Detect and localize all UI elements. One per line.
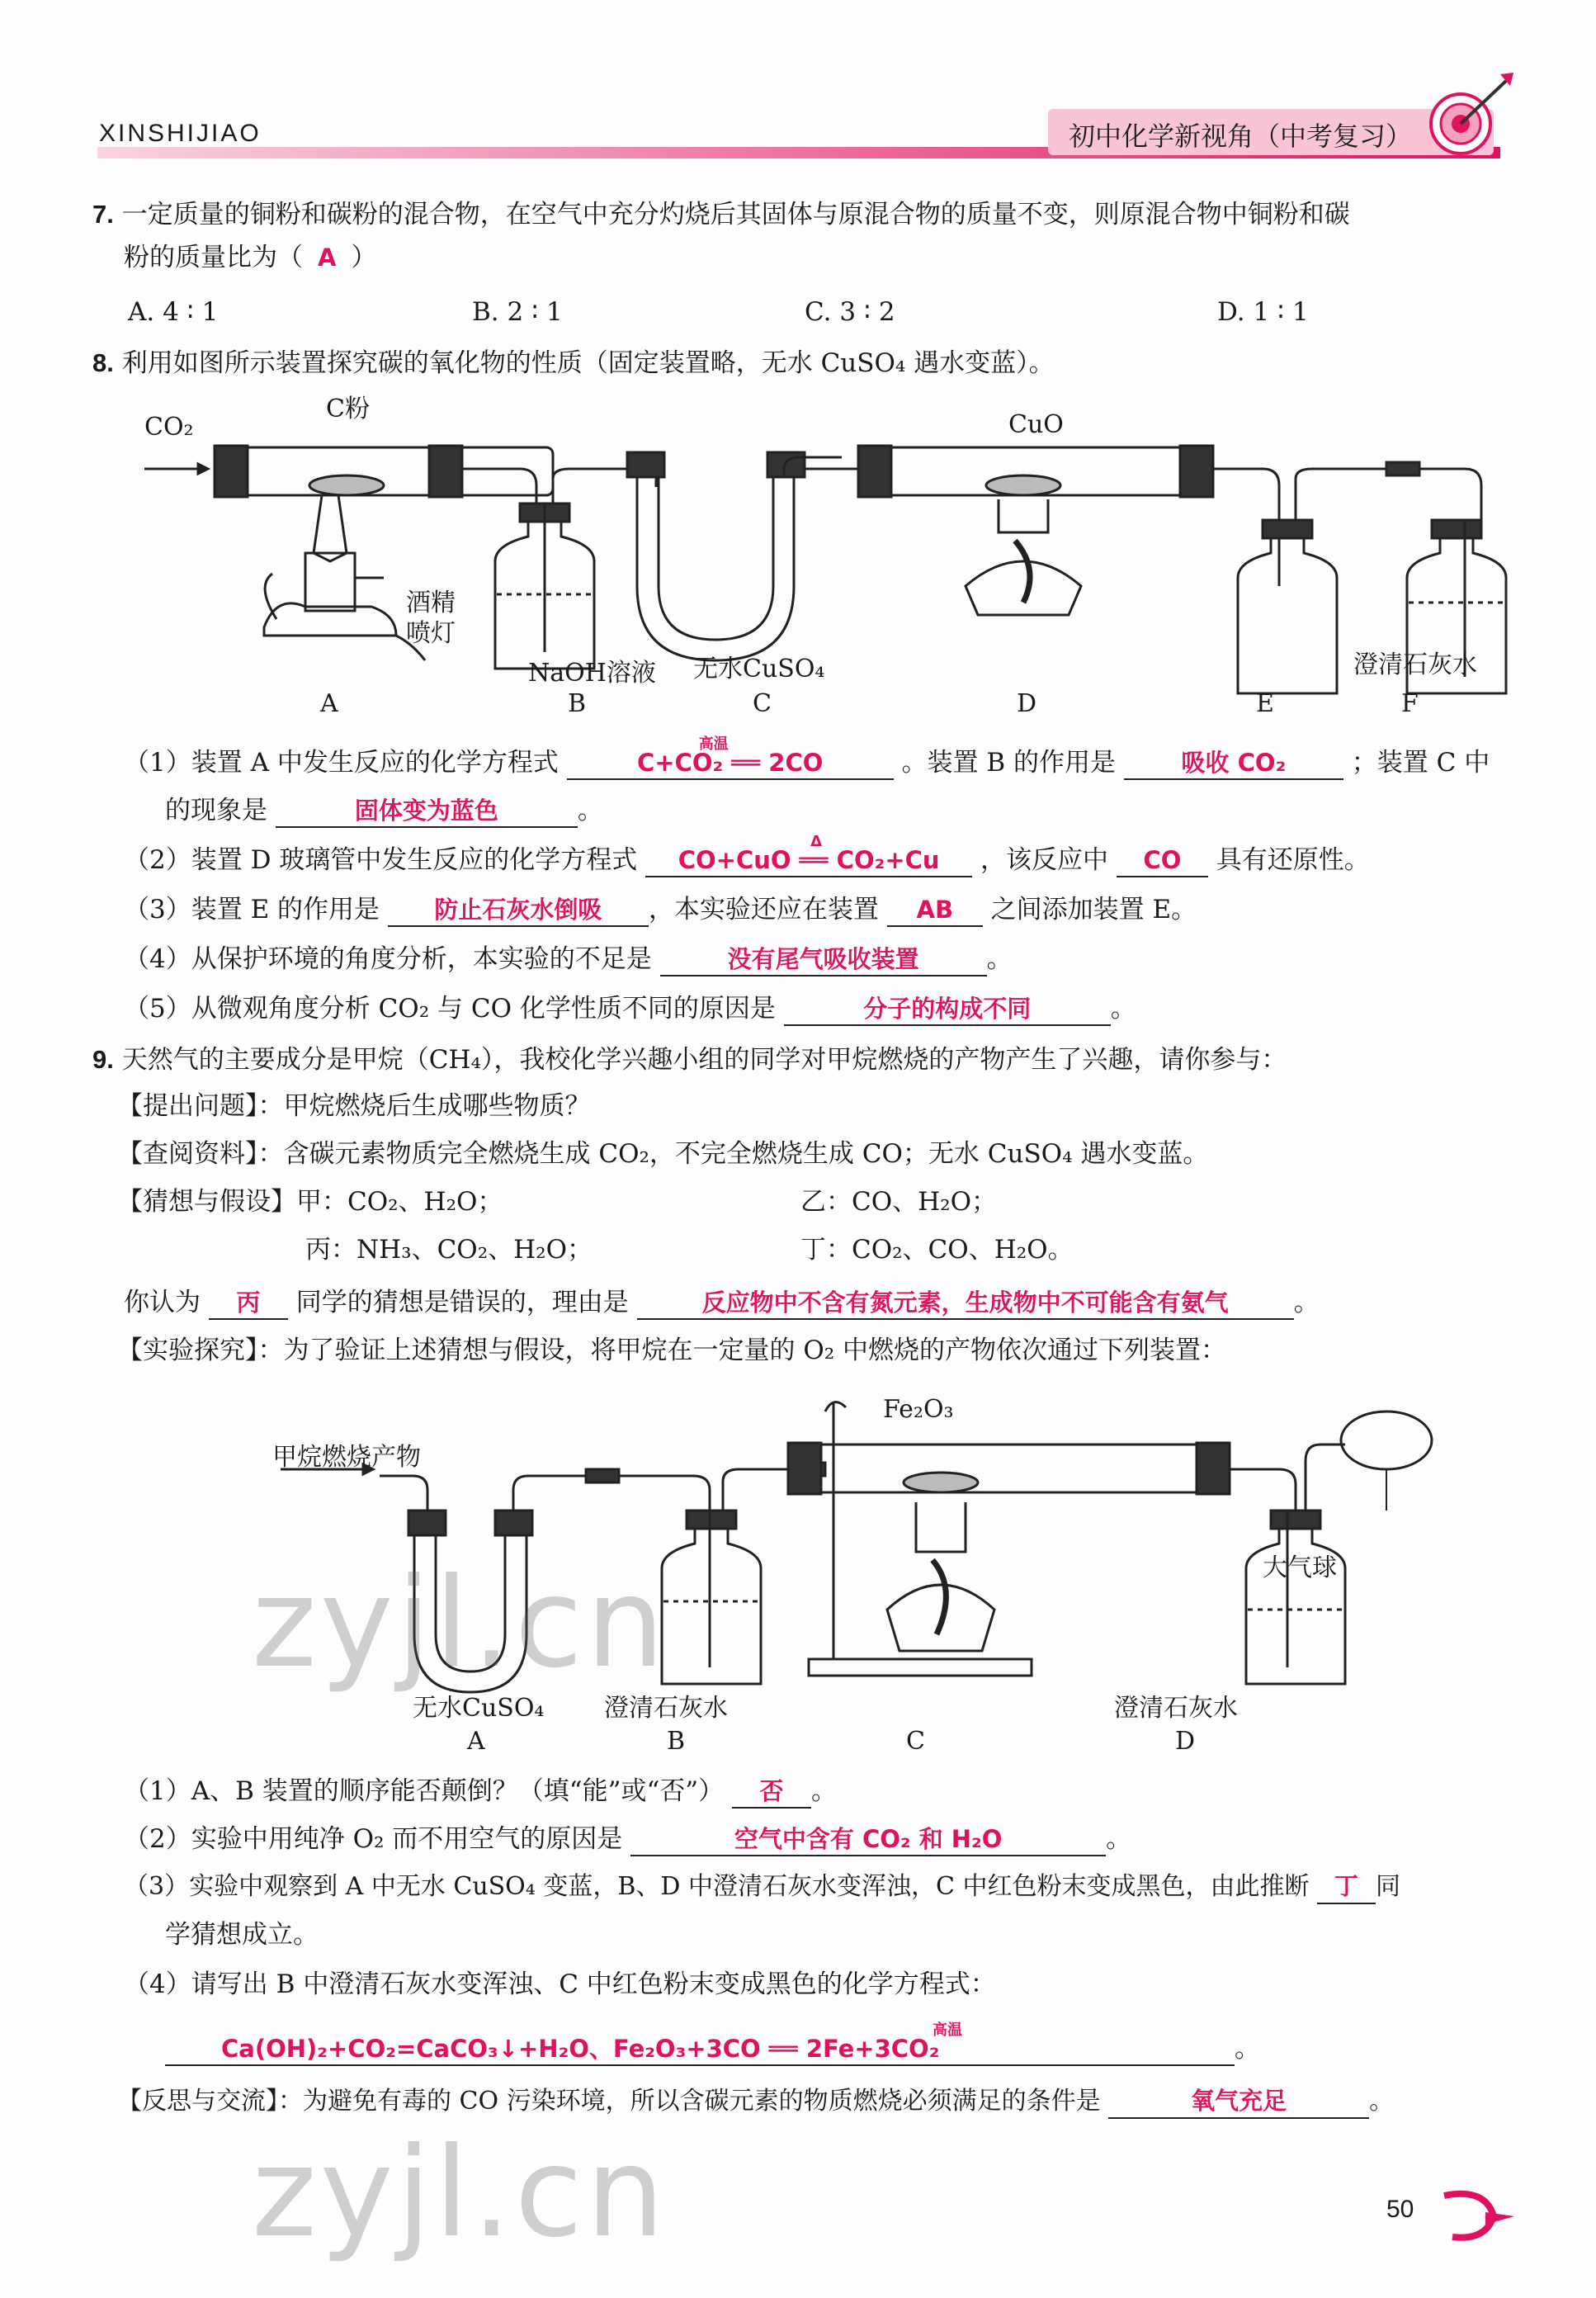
q7-option-c: C. 3 ∶ 2 — [805, 297, 895, 327]
q8-p1-text-c: ；装置 C 中 — [1351, 748, 1490, 778]
q9-s2-text-a: （2）实验中用纯净 O₂ 而不用空气的原因是 — [124, 1824, 623, 1854]
q8-label-c-powder: C粉 — [326, 395, 370, 423]
q7-number: 7. — [92, 200, 114, 229]
q9-sub3-line2: 学猜想成立。 — [165, 1920, 319, 1950]
q9-s2-blank — [630, 1823, 1106, 1856]
header-series-name: XINSHIJIAO — [99, 120, 262, 147]
q9-s1-blank — [732, 1776, 811, 1809]
q8-p2-text-b: ，该反应中 — [980, 845, 1109, 875]
q8-p3-answer2: AB — [916, 896, 954, 924]
q9-s1-answer: 否 — [759, 1777, 784, 1805]
q8-part1-line2 — [165, 792, 603, 829]
q8-p1-text-d: 的现象是 — [165, 796, 267, 825]
q9-s3-answer: 丁 — [1334, 1872, 1359, 1900]
q8-p1-answer1: C+CO₂ ══ 2CO — [636, 749, 824, 777]
q9-letter-c: C — [906, 1727, 925, 1756]
q9-reflect — [117, 2083, 1394, 2120]
q7-line1 — [92, 196, 1350, 233]
watermark-2: zyjl.cn — [252, 2121, 668, 2265]
q8-part2 — [124, 833, 1370, 878]
q8-p1-condition: 高温 — [698, 735, 729, 753]
q8-letter-e: E — [1256, 689, 1274, 718]
q9-think — [124, 1284, 1320, 1321]
q9-sub2 — [124, 1821, 1131, 1857]
q8-p5-blank — [784, 993, 1111, 1026]
q9-s1-text-b: 。 — [811, 1776, 837, 1806]
page-corner-arrow-icon — [1436, 2179, 1527, 2245]
q8-p5-text-a: （5）从微观角度分析 CO₂ 与 CO 化学性质不同的原因是 — [124, 994, 776, 1024]
q9-s1-text-a: （1）A、B 装置的顺序能否颠倒？（填“能”或“否”） — [124, 1776, 725, 1806]
q9-reflect-text-a: 【反思与交流】：为避免有毒的 CO 污染环境，所以含碳元素的物质燃烧必须满足的条件是 — [117, 2087, 1101, 2116]
q9-s3-text-b: 同 — [1376, 1872, 1401, 1901]
q8-letter-b: B — [568, 689, 587, 718]
q9-think-blank2 — [637, 1287, 1294, 1320]
q8-p3-text-a: （3）装置 E 的作用是 — [124, 895, 380, 924]
q8-p1-text-e: 。 — [577, 796, 603, 825]
q8-apparatus-diagram — [132, 388, 1518, 735]
q8-part5 — [124, 991, 1136, 1027]
q8-label-co2: CO₂ — [144, 413, 194, 442]
q9-s3-blank — [1317, 1870, 1376, 1904]
q9-guess-bing: 丙：NH₃、CO₂、H₂O； — [305, 1235, 593, 1265]
q8-p1-answer3: 固体变为蓝色 — [354, 797, 498, 825]
q9-letter-d: D — [1175, 1727, 1196, 1756]
q8-p3-text-b: ，本实验还应在装置 — [648, 895, 879, 924]
header-book-title: 初中化学新视角（中考复习） — [1069, 121, 1413, 152]
q7-answer: A — [318, 244, 337, 272]
q8-label-limewater: 澄清石灰水 — [1353, 650, 1477, 679]
q8-letter-d: D — [1017, 689, 1037, 718]
q8-p3-blank1 — [388, 894, 649, 927]
q9-sub4: （4）请写出 B 中澄清石灰水变浑浊、C 中红色粉末变成黑色的化学方程式： — [124, 1969, 996, 1999]
q9-reflect-blank — [1108, 2085, 1369, 2119]
q9-guess-label — [117, 1184, 503, 1220]
q9-think-text-c: 。 — [1293, 1288, 1320, 1317]
q9-reflect-text-b: 。 — [1369, 2087, 1395, 2116]
q9-reference: 【查阅资料】：含碳元素物质完全燃烧生成 CO₂，不完全燃烧生成 CO；无水 CuSO₄ 遇水变蓝。 — [117, 1139, 1209, 1169]
q8-p4-text-b: 。 — [986, 944, 1013, 974]
q9-label-product: 甲烷燃烧产物 — [272, 1443, 421, 1472]
q8-part3 — [124, 891, 1197, 928]
q9-sub4-answer-line — [165, 2021, 1260, 2067]
q8-p1-text-a: （1）装置 A 中发生反应的化学方程式 — [124, 748, 559, 778]
q9-s4-blank — [165, 2021, 1235, 2066]
q9-label-limewater-b: 澄清石灰水 — [604, 1694, 728, 1723]
q7-option-d: D. 1 ∶ 1 — [1217, 297, 1309, 327]
q9-sub3-line1 — [124, 1869, 1400, 1905]
q8-letter-f: F — [1401, 689, 1419, 718]
q8-p1-blank3 — [276, 795, 578, 828]
q9-think-answer2: 反应物中不含有氮元素，生成物中不可能含有氨气 — [701, 1288, 1229, 1317]
q9-s2-answer: 空气中含有 CO₂ 和 H₂O — [734, 1825, 1003, 1853]
q9-guess-label-text: 【猜想与假设】 — [117, 1187, 296, 1217]
q8-p1-answer2: 吸收 CO₂ — [1181, 749, 1287, 777]
q9-letter-a: A — [467, 1727, 485, 1756]
target-logo-icon — [1403, 66, 1518, 157]
q8-label-lamp-1: 酒精 — [406, 589, 456, 617]
q7-stem-2-end: ） — [351, 243, 377, 272]
q8-part4 — [124, 941, 1013, 977]
q9-s4-answer: Ca(OH)₂+CO₂=CaCO₃↓+H₂O、Fe₂O₃+3CO ══ 2Fe+3CO₂ — [221, 2035, 940, 2063]
q8-p2-blank1 — [645, 833, 972, 877]
q8-stem — [92, 345, 1055, 381]
q9-stem-text: 天然气的主要成分是甲烷（CH₄），我校化学兴趣小组的同学对甲烷燃烧的产物产生了兴趣，请你参与： — [121, 1045, 1287, 1075]
q8-p2-text-a: （2）装置 D 玻璃管中发生反应的化学方程式 — [124, 845, 638, 875]
q8-p3-text-c: 之间添加装置 E。 — [990, 895, 1197, 924]
q9-s3-text-a: （3）实验中观察到 A 中无水 CuSO₄ 变蓝，B、D 中澄清石灰水变浑浊，C 中红色粉末变成黑色，由此推断 — [124, 1872, 1310, 1901]
q8-p1-blank2 — [1124, 747, 1343, 780]
q9-label-cuso4: 无水CuSO₄ — [413, 1694, 545, 1723]
q7-option-b: B. 2 ∶ 1 — [472, 297, 563, 327]
q8-number: 8. — [92, 348, 114, 377]
q8-p4-text-a: （4）从保护环境的角度分析，本实验的不足是 — [124, 944, 652, 974]
watermark-1: zyjl.cn — [252, 1552, 668, 1695]
q7-line2 — [124, 239, 376, 276]
q8-letter-a: A — [320, 689, 338, 718]
q9-think-text-b: 同学的猜想是错误的，理由是 — [295, 1288, 629, 1317]
q7-stem-2: 粉的质量比为（ — [124, 243, 303, 272]
q8-p2-answer1: CO+CuO ══ CO₂+Cu — [678, 846, 940, 874]
q9-ask: 【提出问题】：甲烷燃烧后生成哪些物质？ — [117, 1091, 591, 1121]
q9-label-limewater-d: 澄清石灰水 — [1114, 1694, 1238, 1723]
q8-stem-text: 利用如图所示装置探究碳的氧化物的性质（固定装置略，无水 CuSO₄ 遇水变蓝）。 — [121, 348, 1055, 378]
q9-guess-jia: 甲：CO₂、H₂O； — [296, 1187, 503, 1217]
q8-p5-text-b: 。 — [1110, 994, 1136, 1024]
q9-letter-b: B — [667, 1727, 686, 1756]
q9-sub1 — [124, 1773, 837, 1809]
q9-think-blank1 — [209, 1287, 288, 1320]
q9-s2-text-b: 。 — [1106, 1824, 1132, 1854]
q8-p2-answer2: CO — [1143, 846, 1182, 874]
q8-label-lamp-2: 喷灯 — [406, 619, 456, 648]
q8-p1-blank1 — [567, 735, 894, 780]
q8-label-naoh: NaOH溶液 — [528, 659, 656, 688]
page-number: 50 — [1386, 2196, 1414, 2223]
q9-s4-condition: 高温 — [933, 2021, 962, 2039]
q9-stem — [92, 1042, 1287, 1078]
q9-s4-text-b: 。 — [1235, 2034, 1260, 2064]
q9-guess-yi: 乙：CO、H₂O； — [800, 1187, 998, 1217]
q9-think-text-a: 你认为 — [124, 1288, 201, 1317]
q8-p2-blank2 — [1117, 844, 1208, 877]
q8-p3-blank2 — [887, 894, 983, 927]
q9-number: 9. — [92, 1045, 114, 1074]
q7-stem-1: 一定质量的铜粉和碳粉的混合物，在空气中充分灼烧后其固体与原混合物的质量不变，则原混合物中铜粉和碳 — [121, 200, 1350, 229]
q8-letter-c: C — [753, 689, 772, 718]
q8-p5-answer: 分子的构成不同 — [863, 995, 1032, 1023]
q7-option-a: A. 4 ∶ 1 — [128, 297, 219, 327]
q8-p3-answer1: 防止石灰水倒吸 — [434, 896, 602, 924]
q9-reflect-answer: 氧气充足 — [1191, 2087, 1287, 2115]
q8-p2-condition: Δ — [810, 833, 823, 850]
q8-label-cuso4: 无水CuSO₄ — [693, 655, 825, 683]
q9-label-fe2o3: Fe₂O₃ — [883, 1395, 954, 1424]
q8-part1-line1 — [124, 735, 1490, 781]
q8-p2-text-c: 具有还原性。 — [1216, 845, 1370, 875]
q8-label-cuo: CuO — [1008, 410, 1064, 439]
q8-p1-text-b: 。装置 B 的作用是 — [901, 748, 1117, 778]
q9-explore: 【实验探究】：为了验证上述猜想与假设，将甲烷在一定量的 O₂ 中燃烧的产物依次通过下列装置： — [117, 1336, 1227, 1365]
q9-label-balloon: 大气球 — [1263, 1553, 1337, 1582]
q8-p4-answer: 没有尾气吸收装置 — [727, 945, 919, 973]
q8-p4-blank — [660, 943, 987, 976]
q9-think-answer1: 丙 — [236, 1288, 261, 1317]
q9-guess-ding: 丁：CO₂、CO、H₂O。 — [800, 1235, 1074, 1265]
